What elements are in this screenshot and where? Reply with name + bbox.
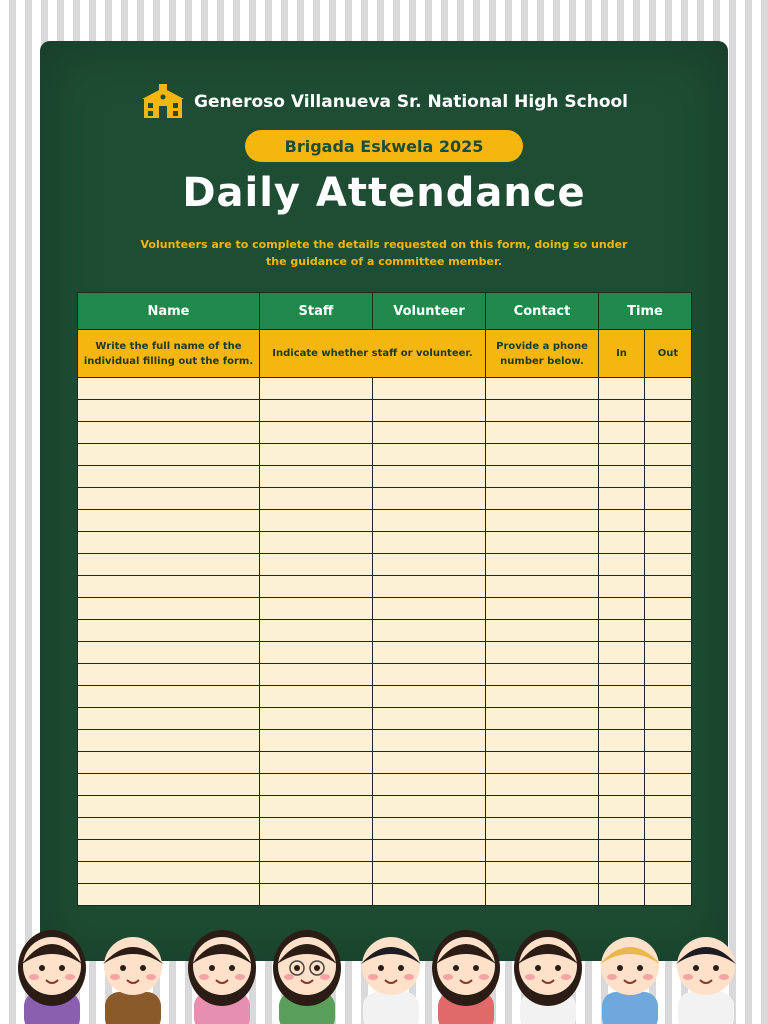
cell-volunteer[interactable] <box>373 378 486 400</box>
cell-time-out[interactable] <box>645 730 692 752</box>
school-building-icon <box>140 84 186 120</box>
table-row <box>78 774 692 796</box>
cell-name[interactable] <box>78 796 260 818</box>
table-row <box>78 510 692 532</box>
school-name: Generoso Villanueva Sr. National High School <box>194 92 628 112</box>
cell-time-out[interactable] <box>645 422 692 444</box>
cell-volunteer[interactable] <box>373 400 486 422</box>
cell-name[interactable] <box>78 818 260 840</box>
cell-time-out[interactable] <box>645 510 692 532</box>
cell-contact[interactable] <box>486 840 599 862</box>
subheader-time-in: In <box>599 330 645 378</box>
cell-time-in[interactable] <box>599 554 645 576</box>
cell-time-out[interactable] <box>645 818 692 840</box>
table-row <box>78 422 692 444</box>
cell-volunteer[interactable] <box>373 774 486 796</box>
cell-time-out[interactable] <box>645 686 692 708</box>
cell-time-out[interactable] <box>645 532 692 554</box>
cell-staff[interactable] <box>260 686 373 708</box>
cell-name[interactable] <box>78 422 260 444</box>
table-row <box>78 664 692 686</box>
cell-time-in[interactable] <box>599 510 645 532</box>
cell-volunteer[interactable] <box>373 598 486 620</box>
cell-time-out[interactable] <box>645 488 692 510</box>
cell-time-in[interactable] <box>599 422 645 444</box>
cell-volunteer[interactable] <box>373 730 486 752</box>
cell-contact[interactable] <box>486 598 599 620</box>
cell-contact[interactable] <box>486 620 599 642</box>
column-header-volunteer: Volunteer <box>373 293 486 330</box>
cell-name[interactable] <box>78 400 260 422</box>
table-row <box>78 532 692 554</box>
cell-time-in[interactable] <box>599 466 645 488</box>
cell-time-out[interactable] <box>645 752 692 774</box>
cell-name[interactable] <box>78 708 260 730</box>
cell-staff[interactable] <box>260 796 373 818</box>
subheader-time-out: Out <box>645 330 692 378</box>
cell-time-in[interactable] <box>599 576 645 598</box>
cell-time-out[interactable] <box>645 554 692 576</box>
instructions-text: Volunteers are to complete the details requested on this form, doing so under the guidance of a committee member. <box>140 238 628 268</box>
cell-time-in[interactable] <box>599 620 645 642</box>
subheader-name-hint: Write the full name of the individual filling out the form. <box>78 330 260 378</box>
cell-staff[interactable] <box>260 378 373 400</box>
cell-time-out[interactable] <box>645 642 692 664</box>
cell-time-in[interactable] <box>599 730 645 752</box>
cell-volunteer[interactable] <box>373 510 486 532</box>
table-row <box>78 598 692 620</box>
cell-time-out[interactable] <box>645 598 692 620</box>
cell-staff[interactable] <box>260 642 373 664</box>
subheader-contact-hint: Provide a phone number below. <box>486 330 599 378</box>
cell-name[interactable] <box>78 664 260 686</box>
table-row <box>78 444 692 466</box>
volunteer-figure <box>18 930 86 1024</box>
table-row <box>78 752 692 774</box>
cell-time-out[interactable] <box>645 378 692 400</box>
cell-name[interactable] <box>78 532 260 554</box>
cell-staff[interactable] <box>260 752 373 774</box>
cell-volunteer[interactable] <box>373 444 486 466</box>
cell-name[interactable] <box>78 862 260 884</box>
cell-staff[interactable] <box>260 840 373 862</box>
cell-time-in[interactable] <box>599 598 645 620</box>
cell-contact[interactable] <box>486 378 599 400</box>
cell-staff[interactable] <box>260 422 373 444</box>
table-header-row <box>78 293 692 330</box>
cell-volunteer[interactable] <box>373 554 486 576</box>
cell-volunteer[interactable] <box>373 708 486 730</box>
table-row <box>78 686 692 708</box>
table-row <box>78 708 692 730</box>
cell-time-out[interactable] <box>645 862 692 884</box>
cell-name[interactable] <box>78 774 260 796</box>
cell-contact[interactable] <box>486 708 599 730</box>
cell-staff[interactable] <box>260 488 373 510</box>
cell-contact[interactable] <box>486 774 599 796</box>
cell-time-in[interactable] <box>599 532 645 554</box>
table-row <box>78 488 692 510</box>
cell-name[interactable] <box>78 488 260 510</box>
cell-volunteer[interactable] <box>373 686 486 708</box>
attendance-rows <box>78 378 692 906</box>
cell-staff[interactable] <box>260 444 373 466</box>
cell-volunteer[interactable] <box>373 576 486 598</box>
cell-name[interactable] <box>78 884 260 906</box>
cell-volunteer[interactable] <box>373 422 486 444</box>
cell-name[interactable] <box>78 510 260 532</box>
cell-contact[interactable] <box>486 664 599 686</box>
cell-name[interactable] <box>78 554 260 576</box>
cell-time-out[interactable] <box>645 796 692 818</box>
cell-time-in[interactable] <box>599 444 645 466</box>
cell-time-in[interactable] <box>599 488 645 510</box>
cell-time-out[interactable] <box>645 576 692 598</box>
subheader-staff-volunteer-hint: Indicate whether staff or volunteer. <box>260 330 486 378</box>
table-row <box>78 730 692 752</box>
cell-staff[interactable] <box>260 576 373 598</box>
cell-volunteer[interactable] <box>373 642 486 664</box>
cell-name[interactable] <box>78 444 260 466</box>
cell-volunteer[interactable] <box>373 884 486 906</box>
cell-staff[interactable] <box>260 664 373 686</box>
cell-staff[interactable] <box>260 510 373 532</box>
cell-time-in[interactable] <box>599 774 645 796</box>
cell-contact[interactable] <box>486 796 599 818</box>
school-header <box>0 82 768 122</box>
cell-volunteer[interactable] <box>373 840 486 862</box>
cell-volunteer[interactable] <box>373 752 486 774</box>
cell-staff[interactable] <box>260 620 373 642</box>
cell-contact[interactable] <box>486 466 599 488</box>
cell-time-out[interactable] <box>645 400 692 422</box>
cell-contact[interactable] <box>486 862 599 884</box>
cell-contact[interactable] <box>486 884 599 906</box>
table-row <box>78 840 692 862</box>
cell-time-in[interactable] <box>599 862 645 884</box>
cell-staff[interactable] <box>260 884 373 906</box>
cell-time-in[interactable] <box>599 686 645 708</box>
column-header-contact: Contact <box>486 293 599 330</box>
cell-time-in[interactable] <box>599 752 645 774</box>
cell-time-in[interactable] <box>599 378 645 400</box>
table-row <box>78 884 692 906</box>
cell-staff[interactable] <box>260 862 373 884</box>
cell-time-out[interactable] <box>645 774 692 796</box>
cell-time-out[interactable] <box>645 884 692 906</box>
column-header-staff: Staff <box>260 293 373 330</box>
attendance-table <box>77 292 692 906</box>
volunteer-figure <box>103 937 163 1024</box>
column-header-name: Name <box>78 293 260 330</box>
cell-contact[interactable] <box>486 554 599 576</box>
cell-name[interactable] <box>78 752 260 774</box>
cell-staff[interactable] <box>260 554 373 576</box>
volunteer-figure <box>514 930 582 1024</box>
cell-name[interactable] <box>78 686 260 708</box>
table-row <box>78 378 692 400</box>
cell-name[interactable] <box>78 466 260 488</box>
event-badge-label: Brigada Eskwela 2025 <box>284 136 484 156</box>
cell-time-out[interactable] <box>645 664 692 686</box>
table-row <box>78 620 692 642</box>
volunteer-figure <box>600 937 660 1024</box>
table-subheader-row <box>78 330 692 378</box>
cell-contact[interactable] <box>486 642 599 664</box>
table-row <box>78 862 692 884</box>
cell-volunteer[interactable] <box>373 466 486 488</box>
cell-name[interactable] <box>78 840 260 862</box>
cell-time-in[interactable] <box>599 642 645 664</box>
cell-time-in[interactable] <box>599 840 645 862</box>
cell-contact[interactable] <box>486 532 599 554</box>
cell-contact[interactable] <box>486 686 599 708</box>
table-row <box>78 796 692 818</box>
cell-name[interactable] <box>78 730 260 752</box>
cell-volunteer[interactable] <box>373 488 486 510</box>
cell-contact[interactable] <box>486 444 599 466</box>
cell-time-in[interactable] <box>599 884 645 906</box>
cell-volunteer[interactable] <box>373 532 486 554</box>
volunteers-illustration <box>0 922 768 1024</box>
cell-volunteer[interactable] <box>373 862 486 884</box>
cell-staff[interactable] <box>260 532 373 554</box>
cell-contact[interactable] <box>486 818 599 840</box>
table-row <box>78 554 692 576</box>
cell-time-in[interactable] <box>599 708 645 730</box>
table-row <box>78 400 692 422</box>
cell-volunteer[interactable] <box>373 818 486 840</box>
event-badge <box>245 130 523 162</box>
cell-name[interactable] <box>78 620 260 642</box>
cell-contact[interactable] <box>486 488 599 510</box>
cell-name[interactable] <box>78 378 260 400</box>
cell-time-out[interactable] <box>645 840 692 862</box>
cell-contact[interactable] <box>486 730 599 752</box>
cell-time-in[interactable] <box>599 400 645 422</box>
table-row <box>78 642 692 664</box>
cell-time-in[interactable] <box>599 818 645 840</box>
column-header-time: Time <box>599 293 692 330</box>
volunteer-figure <box>188 930 256 1024</box>
cell-volunteer[interactable] <box>373 796 486 818</box>
cell-name[interactable] <box>78 598 260 620</box>
cell-time-out[interactable] <box>645 708 692 730</box>
cell-staff[interactable] <box>260 708 373 730</box>
volunteer-figure <box>432 930 500 1024</box>
volunteer-figure <box>361 937 421 1024</box>
cell-staff[interactable] <box>260 466 373 488</box>
table-row <box>78 818 692 840</box>
cell-staff[interactable] <box>260 400 373 422</box>
cell-time-out[interactable] <box>645 466 692 488</box>
cell-name[interactable] <box>78 576 260 598</box>
cell-contact[interactable] <box>486 400 599 422</box>
volunteer-figure <box>273 930 341 1024</box>
cell-time-out[interactable] <box>645 444 692 466</box>
cell-time-in[interactable] <box>599 796 645 818</box>
cell-contact[interactable] <box>486 752 599 774</box>
table-row <box>78 576 692 598</box>
cell-volunteer[interactable] <box>373 620 486 642</box>
page-title: Daily Attendance <box>182 170 586 216</box>
cell-staff[interactable] <box>260 598 373 620</box>
cell-volunteer[interactable] <box>373 664 486 686</box>
cell-contact[interactable] <box>486 510 599 532</box>
table-row <box>78 466 692 488</box>
cell-time-in[interactable] <box>599 664 645 686</box>
cell-staff[interactable] <box>260 774 373 796</box>
volunteer-figure <box>676 937 736 1024</box>
cell-staff[interactable] <box>260 818 373 840</box>
cell-staff[interactable] <box>260 730 373 752</box>
cell-contact[interactable] <box>486 422 599 444</box>
cell-contact[interactable] <box>486 576 599 598</box>
cell-name[interactable] <box>78 642 260 664</box>
cell-time-out[interactable] <box>645 620 692 642</box>
